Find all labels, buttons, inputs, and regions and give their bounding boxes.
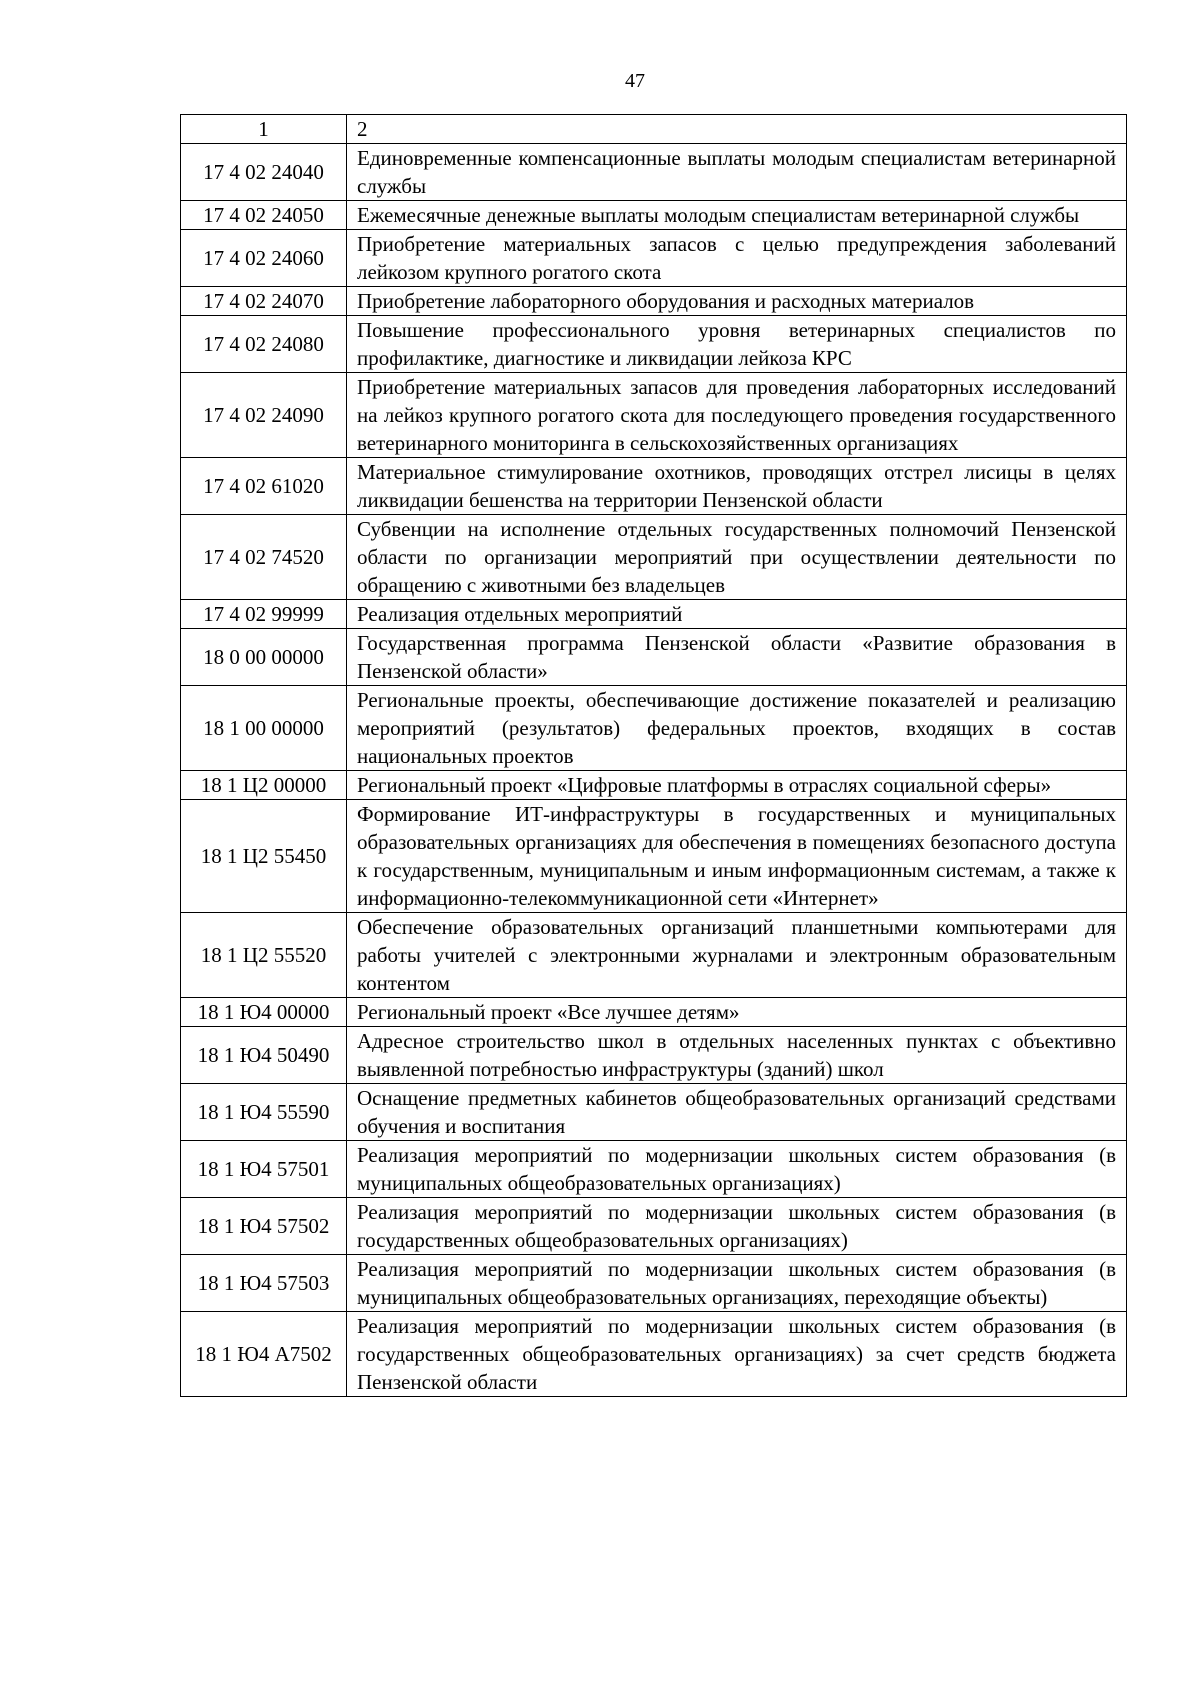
table-row xyxy=(181,373,1127,458)
table-row xyxy=(181,998,1127,1027)
row-code: 18 1 Ю4 57502 xyxy=(181,1198,347,1255)
row-code: 17 4 02 99999 xyxy=(181,600,347,629)
column-header-code: 1 xyxy=(181,115,347,144)
table-row xyxy=(181,515,1127,600)
row-description: Реализация мероприятий по модернизации школьных систем образования (в государственных общеобразовательных организациях) xyxy=(347,1198,1127,1255)
table-row xyxy=(181,1084,1127,1141)
row-code: 17 4 02 61020 xyxy=(181,458,347,515)
row-description: Государственная программа Пензенской области «Развитие образования в Пензенской области» xyxy=(347,629,1127,686)
table-row xyxy=(181,1141,1127,1198)
table-row xyxy=(181,458,1127,515)
row-description: Обеспечение образовательных организаций планшетными компьютерами для работы учителей с электронными журналами и электронным образовательным контентом xyxy=(347,913,1127,998)
table-row xyxy=(181,201,1127,230)
table-row xyxy=(181,629,1127,686)
row-code: 17 4 02 74520 xyxy=(181,515,347,600)
row-code: 17 4 02 24070 xyxy=(181,287,347,316)
table-row xyxy=(181,1312,1127,1397)
row-code: 17 4 02 24040 xyxy=(181,144,347,201)
row-code: 17 4 02 24090 xyxy=(181,373,347,458)
row-code: 18 1 Ц2 55450 xyxy=(181,800,347,913)
table-row xyxy=(181,230,1127,287)
table-row xyxy=(181,800,1127,913)
row-description: Реализация мероприятий по модернизации школьных систем образования (в муниципальных общеобразовательных организациях, переходящие объекты) xyxy=(347,1255,1127,1312)
row-description: Реализация мероприятий по модернизации школьных систем образования (в муниципальных общеобразовательных организациях) xyxy=(347,1141,1127,1198)
row-description: Реализация отдельных мероприятий xyxy=(347,600,1127,629)
row-description: Региональный проект «Все лучшее детям» xyxy=(347,998,1127,1027)
row-code: 18 1 Ю4 00000 xyxy=(181,998,347,1027)
row-code: 18 1 Ц2 00000 xyxy=(181,771,347,800)
row-code: 17 4 02 24060 xyxy=(181,230,347,287)
row-code: 18 1 Ю4 57501 xyxy=(181,1141,347,1198)
row-code: 17 4 02 24080 xyxy=(181,316,347,373)
row-code: 18 1 Ю4 50490 xyxy=(181,1027,347,1084)
table-row xyxy=(181,287,1127,316)
table-row xyxy=(181,913,1127,998)
table-header-row xyxy=(181,115,1127,144)
row-description: Единовременные компенсационные выплаты молодым специалистам ветеринарной службы xyxy=(347,144,1127,201)
page-number: 47 xyxy=(625,70,645,92)
table-row xyxy=(181,771,1127,800)
row-description: Материальное стимулирование охотников, проводящих отстрел лисицы в целях ликвидации бешенства на территории Пензенской области xyxy=(347,458,1127,515)
table-row xyxy=(181,316,1127,373)
table-row xyxy=(181,1198,1127,1255)
row-description: Адресное строительство школ в отдельных населенных пунктах с объективно выявленной потребностью инфраструктуры (зданий) школ xyxy=(347,1027,1127,1084)
row-description: Формирование ИТ-инфраструктуры в государственных и муниципальных образовательных организациях для обеспечения в помещениях безопасного доступа к государственным, муниципальным и иным информационным системам, а также к информационно-телекоммуникационной сети «Интернет» xyxy=(347,800,1127,913)
row-description: Реализация мероприятий по модернизации школьных систем образования (в государственных общеобразовательных организациях) за счет средств бюджета Пензенской области xyxy=(347,1312,1127,1397)
table-row xyxy=(181,1255,1127,1312)
column-header-description: 2 xyxy=(347,115,1127,144)
table-row xyxy=(181,144,1127,201)
row-description: Оснащение предметных кабинетов общеобразовательных организаций средствами обучения и воспитания xyxy=(347,1084,1127,1141)
row-code: 18 1 Ц2 55520 xyxy=(181,913,347,998)
row-code: 18 1 Ю4 А7502 xyxy=(181,1312,347,1397)
row-description: Приобретение материальных запасов с целью предупреждения заболеваний лейкозом крупного рогатого скота xyxy=(347,230,1127,287)
row-code: 18 1 00 00000 xyxy=(181,686,347,771)
row-description: Региональные проекты, обеспечивающие достижение показателей и реализацию мероприятий (результатов) федеральных проектов, входящих в состав национальных проектов xyxy=(347,686,1127,771)
row-description: Региональный проект «Цифровые платформы в отраслях социальной сферы» xyxy=(347,771,1127,800)
row-code: 17 4 02 24050 xyxy=(181,201,347,230)
table-row xyxy=(181,1027,1127,1084)
row-description: Ежемесячные денежные выплаты молодым специалистам ветеринарной службы xyxy=(347,201,1127,230)
table-row xyxy=(181,600,1127,629)
budget-code-table xyxy=(180,114,1127,1397)
row-description: Приобретение материальных запасов для проведения лабораторных исследований на лейкоз крупного рогатого скота для последующего проведения государственного ветеринарного мониторинга в сельскохозяйственных организациях xyxy=(347,373,1127,458)
row-description: Субвенции на исполнение отдельных государственных полномочий Пензенской области по организации мероприятий при осуществлении деятельности по обращению с животными без владельцев xyxy=(347,515,1127,600)
row-code: 18 0 00 00000 xyxy=(181,629,347,686)
table-row xyxy=(181,686,1127,771)
row-description: Приобретение лабораторного оборудования и расходных материалов xyxy=(347,287,1127,316)
row-description: Повышение профессионального уровня ветеринарных специалистов по профилактике, диагностике и ликвидации лейкоза КРС xyxy=(347,316,1127,373)
row-code: 18 1 Ю4 57503 xyxy=(181,1255,347,1312)
row-code: 18 1 Ю4 55590 xyxy=(181,1084,347,1141)
